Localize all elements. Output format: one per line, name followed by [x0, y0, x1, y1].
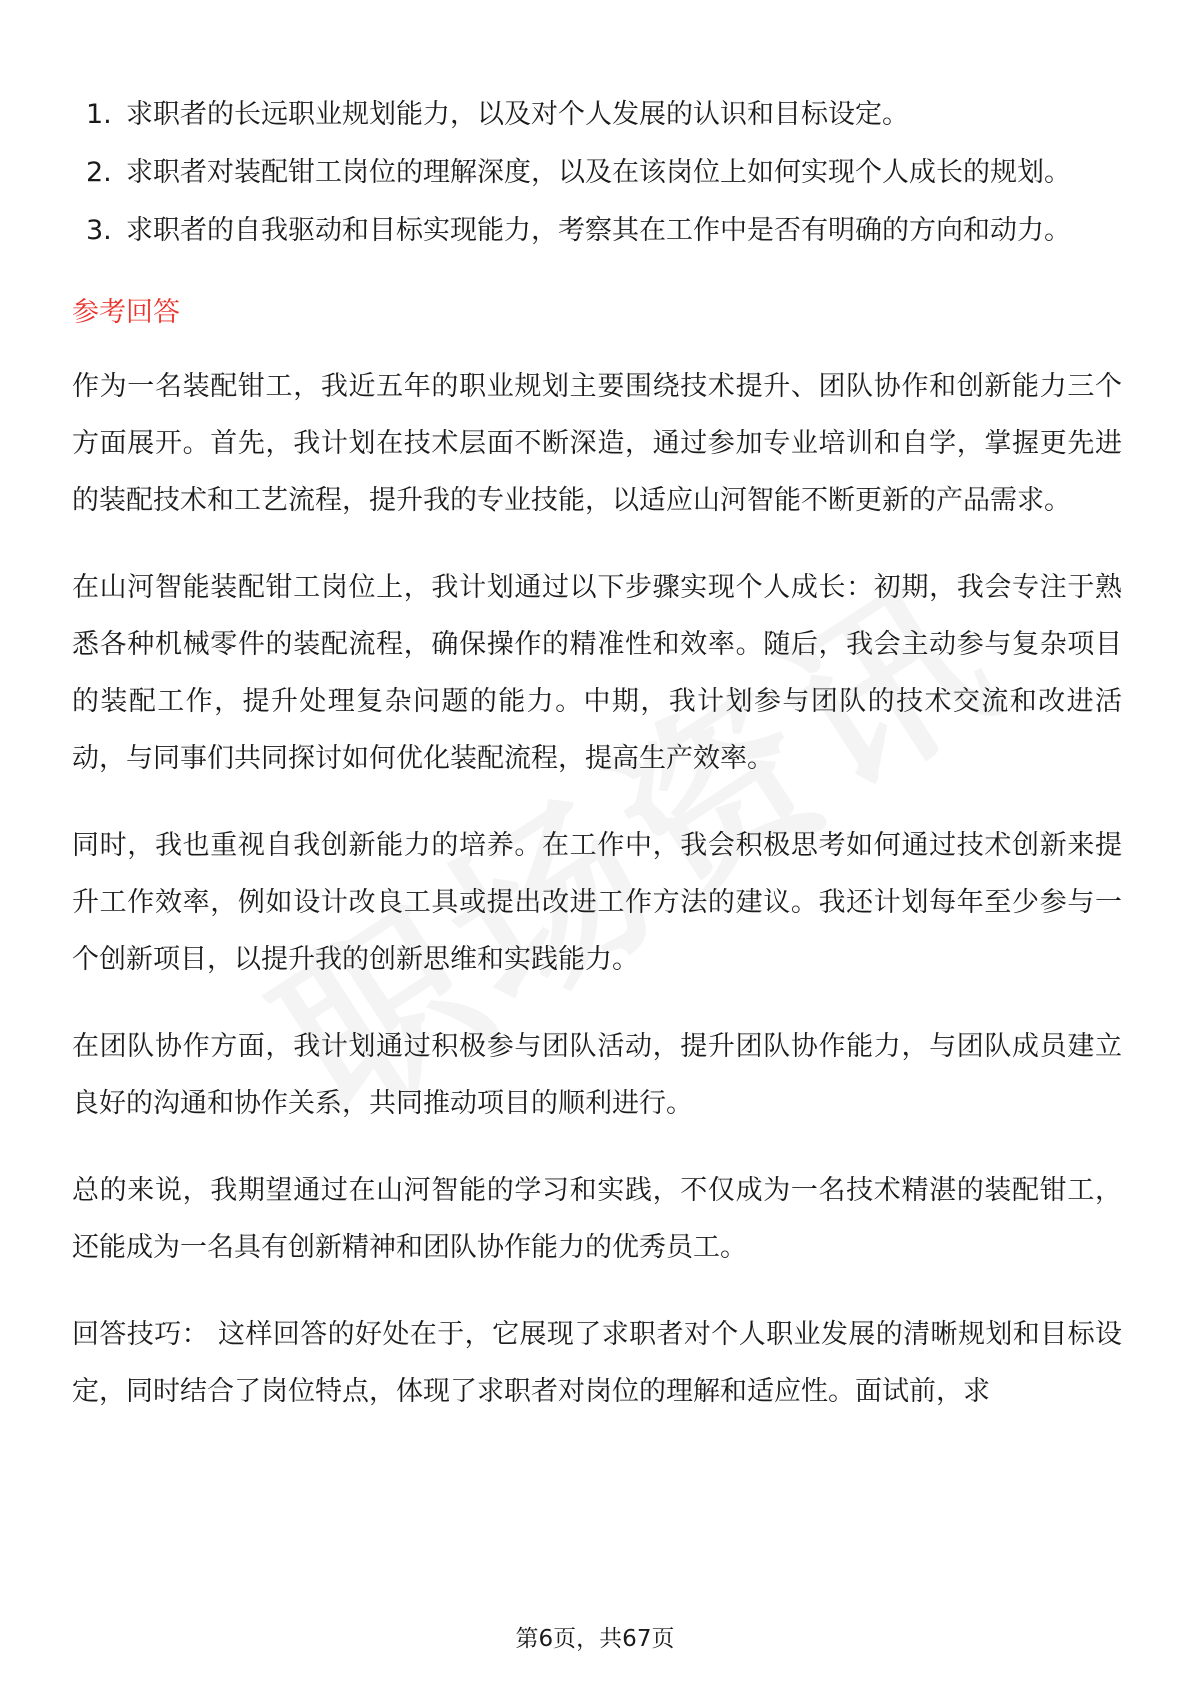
evaluation-points-list	[72, 86, 1122, 260]
list-item-text: 求职者的自我驱动和目标实现能力，考察其在工作中是否有明确的方向和动力。	[126, 215, 1071, 246]
list-item-text: 求职者对装配钳工岗位的理解深度，以及在该岗位上如何实现个人成长的规划。	[126, 157, 1071, 188]
list-item-number: 1.	[86, 99, 112, 130]
paragraph: 在团队协作方面，我计划通过积极参与团队活动，提升团队协作能力，与团队成员建立良好的沟通和协作关系，共同推动项目的顺利进行。	[72, 1031, 1122, 1119]
list-item	[72, 86, 1122, 144]
list-item	[72, 144, 1122, 202]
paragraph: 同时，我也重视自我创新能力的培养。在工作中，我会积极思考如何通过技术创新来提升工作效率，例如设计改良工具或提出改进工作方法的建议。我还计划每年至少参与一个创新项目，以提升我的创新思维和实践能力。	[72, 830, 1122, 975]
paragraph: 作为一名装配钳工，我近五年的职业规划主要围绕技术提升、团队协作和创新能力三个方面展开。首先，我计划在技术层面不断深造，通过参加专业培训和自学，掌握更先进的装配技术和工艺流程，提升我的专业技能，以适应山河智能不断更新的产品需求。	[72, 371, 1122, 516]
list-item	[72, 202, 1122, 260]
page-number-footer: 第6页，共67页	[515, 1626, 675, 1652]
section-heading: 参考回答	[72, 297, 180, 328]
paragraph: 总的来说，我期望通过在山河智能的学习和实践，不仅成为一名技术精湛的装配钳工，还能成为一名具有创新精神和团队协作能力的优秀员工。	[72, 1175, 1122, 1263]
page-content	[72, 86, 1122, 1450]
list-item-number: 3.	[86, 215, 112, 246]
list-item-number: 2.	[86, 157, 112, 188]
paragraph: 回答技巧： 这样回答的好处在于，它展现了求职者对个人职业发展的清晰规划和目标设定，同时结合了岗位特点，体现了求职者对岗位的理解和适应性。面试前，求	[72, 1319, 1122, 1407]
list-item-text: 求职者的长远职业规划能力，以及对个人发展的认识和目标设定。	[126, 99, 909, 130]
paragraph: 在山河智能装配钳工岗位上，我计划通过以下步骤实现个人成长：初期，我会专注于熟悉各种机械零件的装配流程，确保操作的精准性和效率。随后，我会主动参与复杂项目的装配工作，提升处理复杂问题的能力。中期，我计划参与团队的技术交流和改进活动，与同事们共同探讨如何优化装配流程，提高生产效率。	[72, 572, 1122, 774]
